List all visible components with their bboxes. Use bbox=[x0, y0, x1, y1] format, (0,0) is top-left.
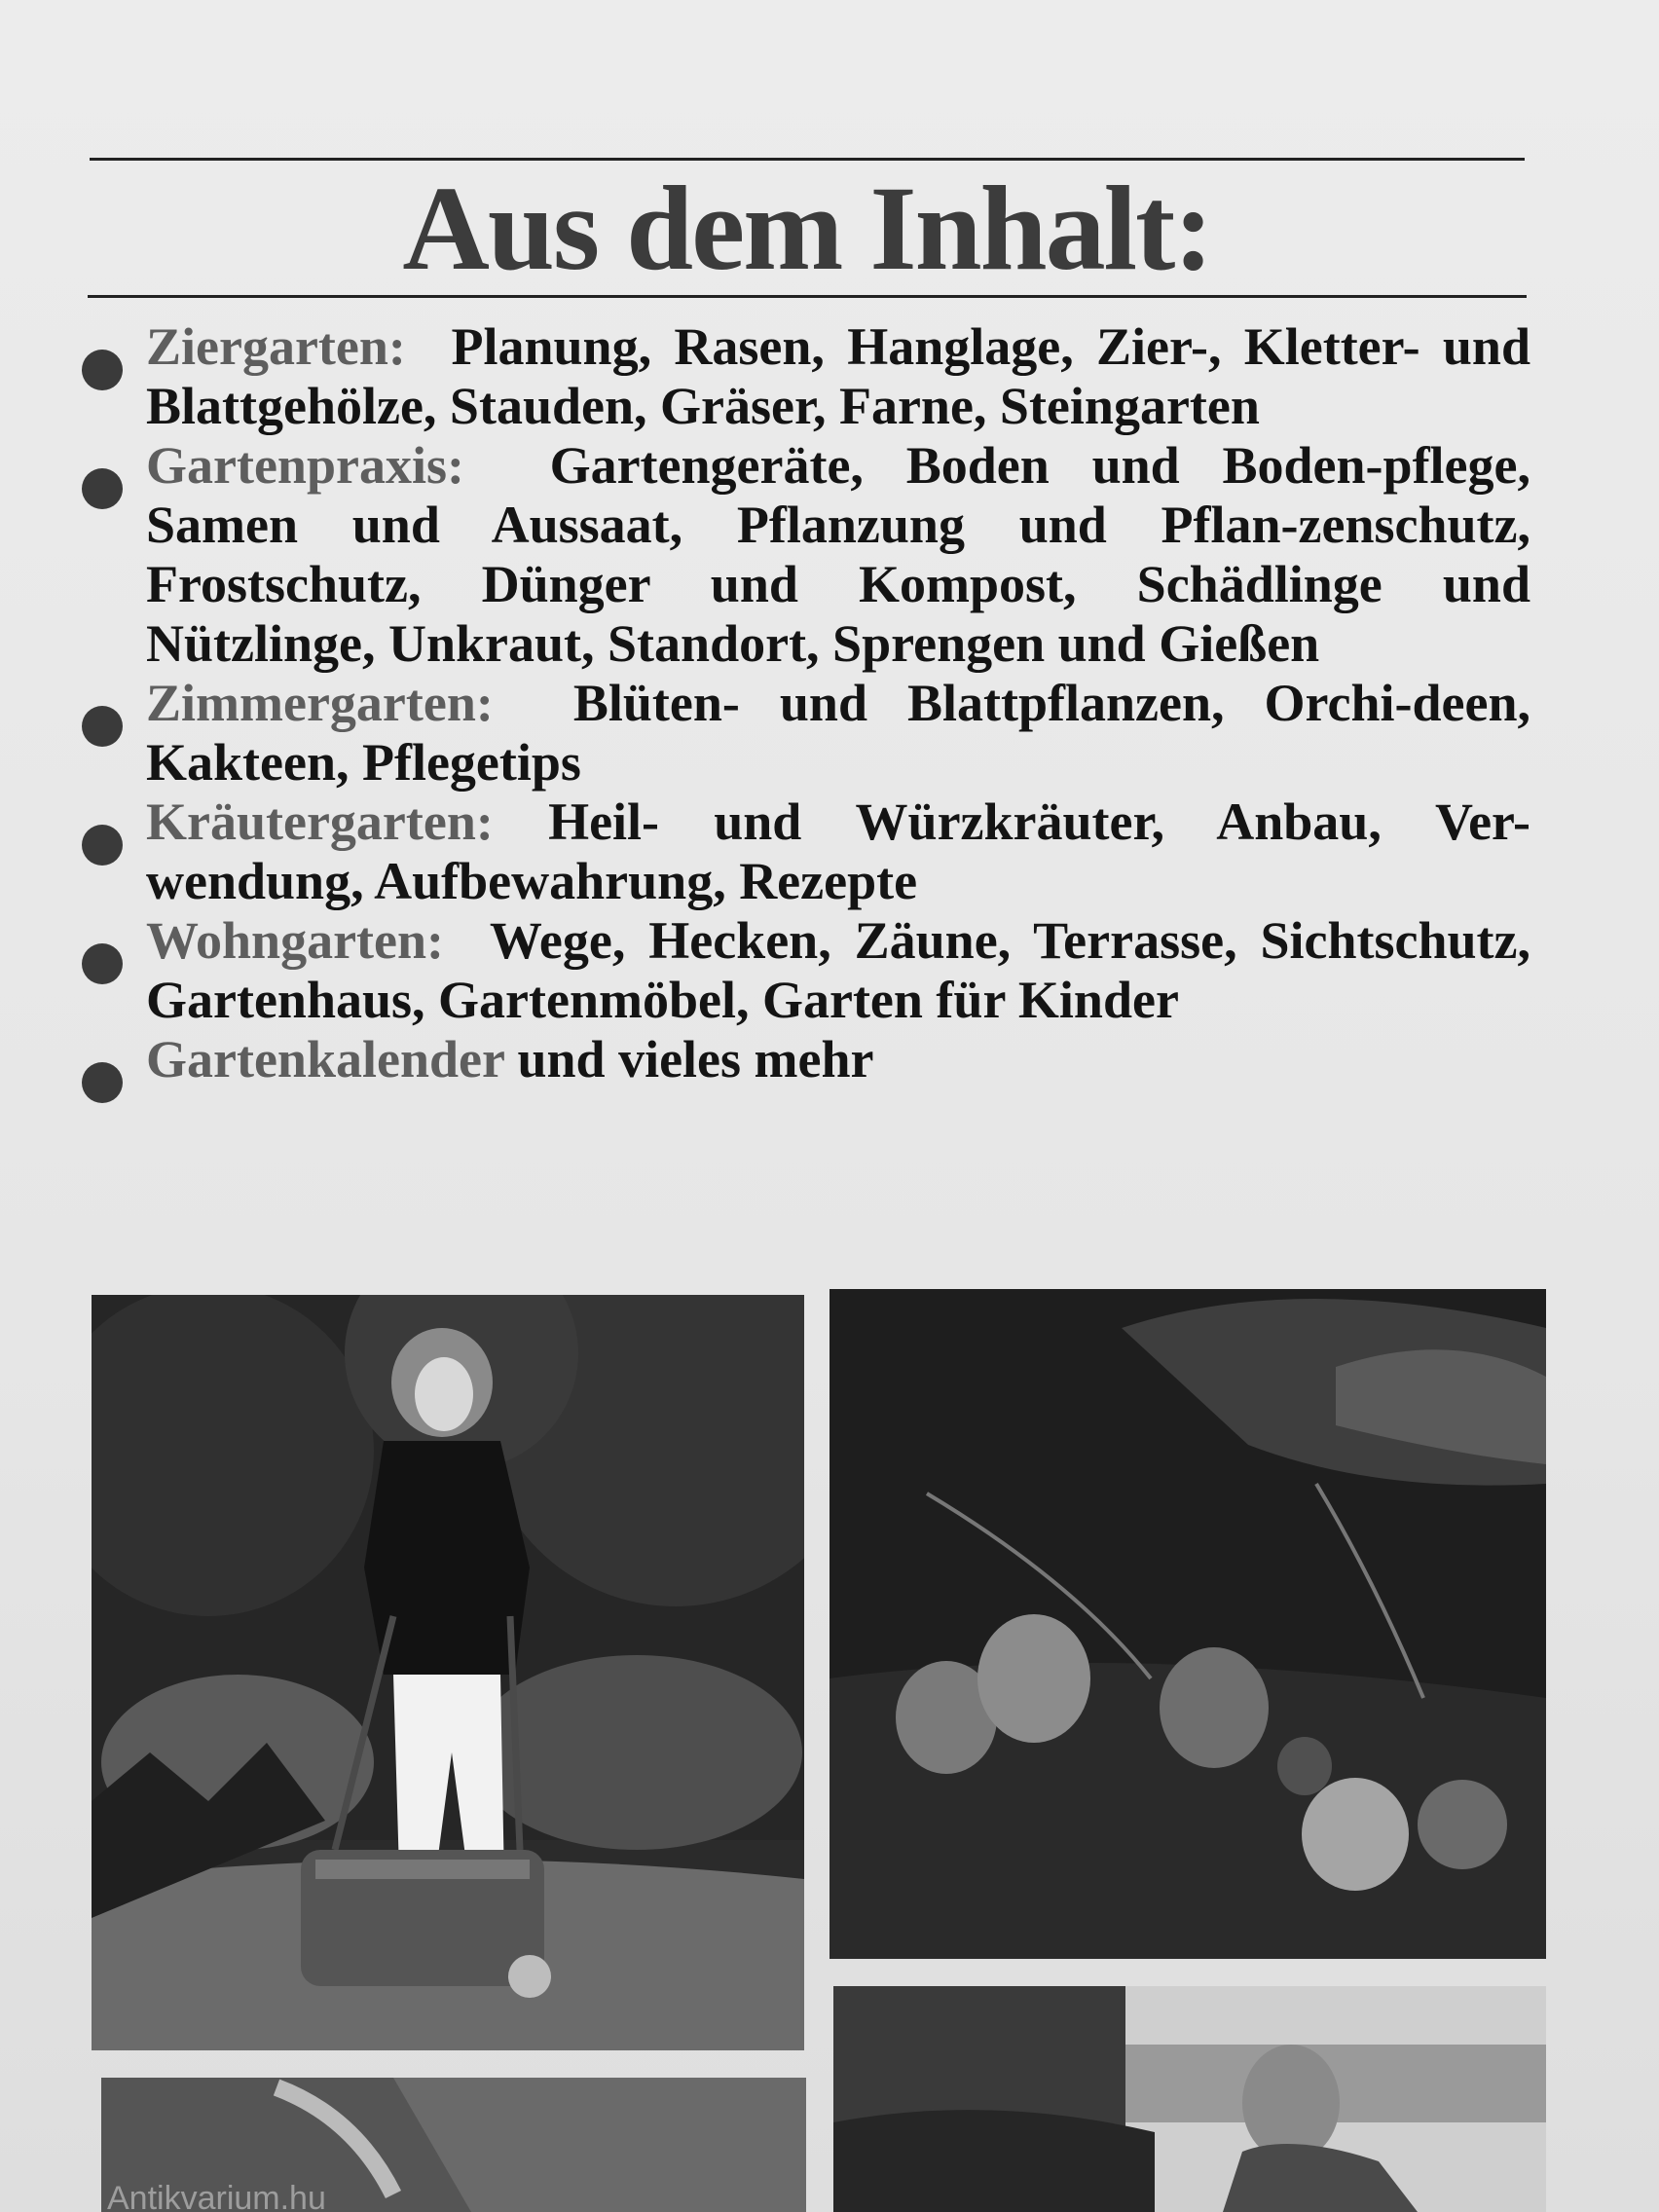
bullet-icon bbox=[82, 350, 123, 390]
item-text: Wege, Hecken, Zäune, Terrasse, Sichtschutz, Gartenhaus, Gartenmöbel, Garten für Kinder bbox=[146, 911, 1530, 1029]
list-item-zimmergarten bbox=[82, 674, 1530, 793]
bullet-icon bbox=[82, 706, 123, 747]
contents-list bbox=[82, 317, 1530, 1089]
list-item-gartenkalender bbox=[82, 1030, 1530, 1089]
photo-strawberries bbox=[830, 1289, 1546, 1959]
photo-tools bbox=[101, 2078, 806, 2212]
item-text: Gartengeräte, Boden und Boden-pflege, Samen und Aussaat, Pflanzung und Pflan-zenschutz, Frostschutz, Dünger und Kompost, Schädlinge und Nützlinge, Unkraut, Standort, Sprengen und Gießen bbox=[146, 436, 1530, 673]
photo-lawn-roller bbox=[92, 1295, 804, 2050]
list-item-kraeutergarten bbox=[82, 793, 1530, 911]
item-category: Gartenpraxis: bbox=[146, 436, 464, 495]
item-category: Kräutergarten: bbox=[146, 793, 494, 851]
bullet-icon bbox=[82, 1062, 123, 1103]
bullet-icon bbox=[82, 468, 123, 509]
item-category: Wohngarten: bbox=[146, 911, 445, 970]
watermark-logo: Antikvarium.hu bbox=[107, 2180, 326, 2212]
item-text: und vieles mehr bbox=[517, 1030, 874, 1088]
bullet-icon bbox=[82, 825, 123, 866]
list-item-gartenpraxis bbox=[82, 436, 1530, 674]
item-category: Zimmergarten: bbox=[146, 674, 494, 732]
item-category: Ziergarten: bbox=[146, 317, 406, 376]
item-text: Planung, Rasen, Hanglage, Zier-, Kletter- und Blattgehölze, Stauden, Gräser, Farne, Steingarten bbox=[146, 317, 1530, 435]
photo-gardener bbox=[833, 1986, 1546, 2212]
item-text: Heil- und Würzkräuter, Anbau, Ver-wendung, Aufbewahrung, Rezepte bbox=[146, 793, 1530, 910]
page-title: Aus dem Inhalt: bbox=[402, 162, 1212, 295]
list-item-ziergarten bbox=[82, 317, 1530, 436]
item-text: Blüten- und Blattpflanzen, Orchi-deen, Kakteen, Pflegetips bbox=[146, 674, 1530, 792]
item-category: Gartenkalender bbox=[146, 1030, 504, 1088]
top-rule bbox=[90, 158, 1525, 161]
list-item-wohngarten bbox=[82, 911, 1530, 1030]
bottom-rule bbox=[88, 295, 1527, 298]
bullet-icon bbox=[82, 943, 123, 984]
